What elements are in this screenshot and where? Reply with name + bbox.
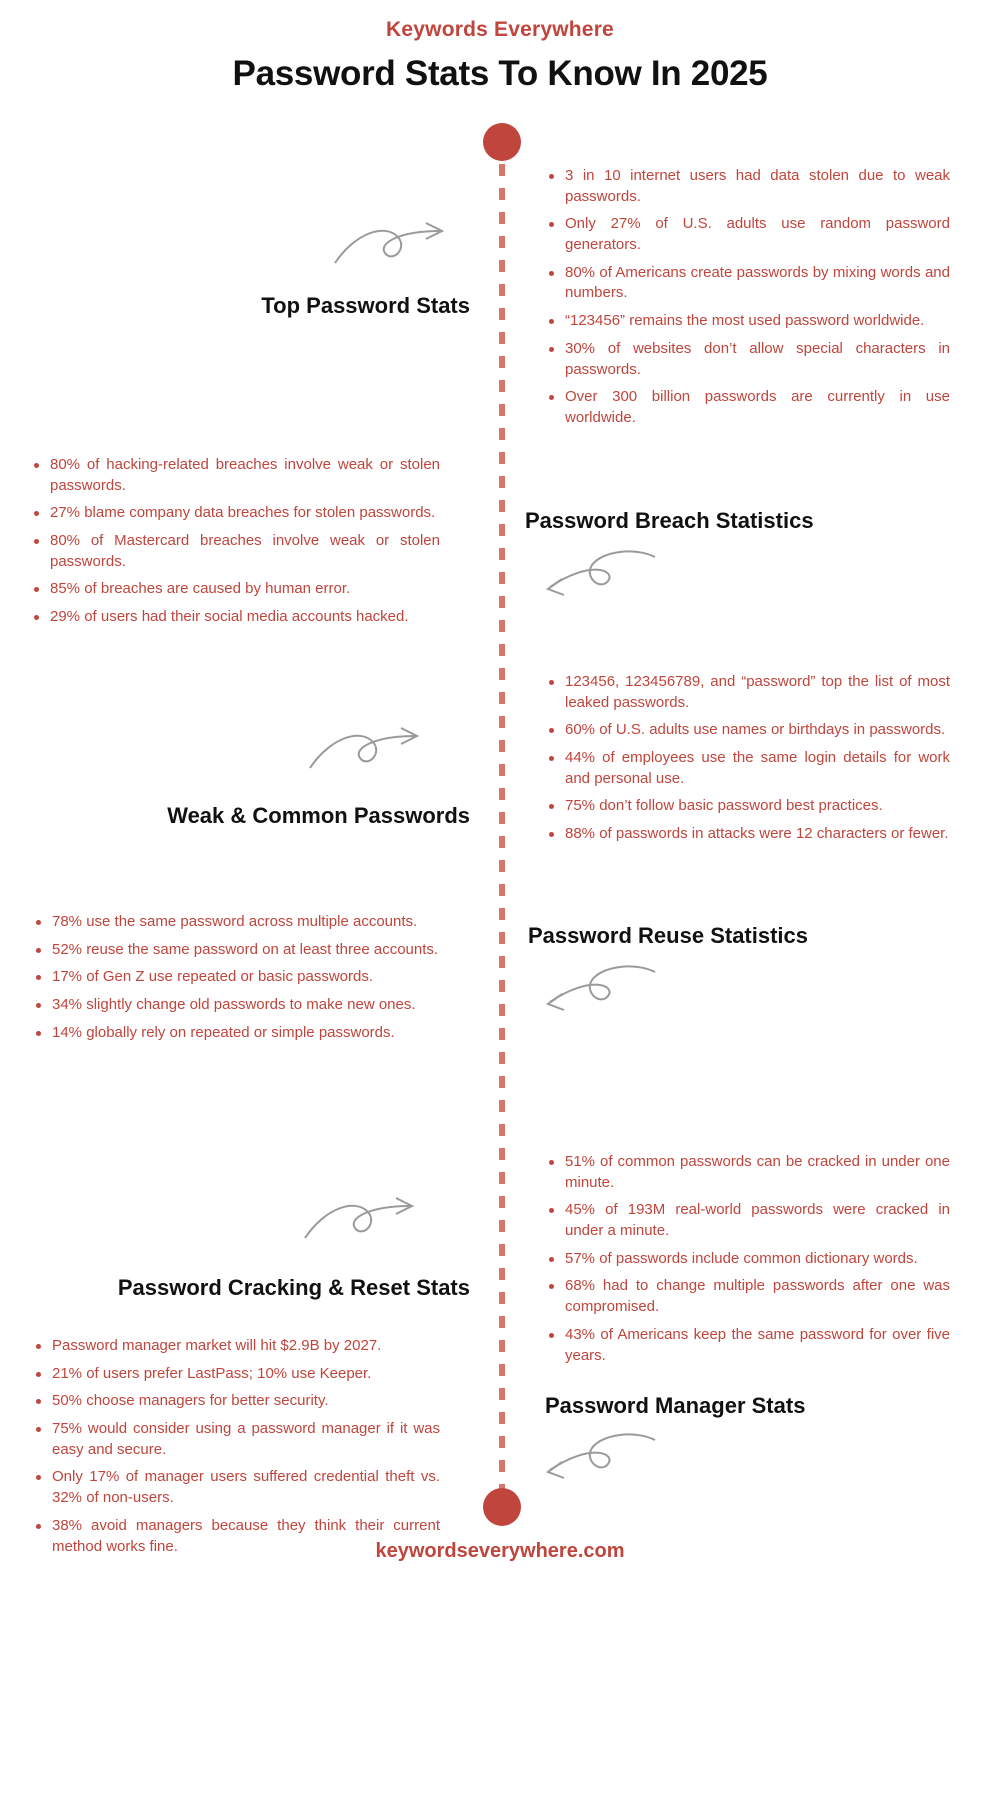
list-item: 50% choose managers for better security. [32,1391,440,1412]
curved-arrow-right-icon [305,720,425,780]
brand-title: Keywords Everywhere [386,18,614,41]
section-heading: Top Password Stats [261,293,470,318]
list-item: 60% of U.S. adults use names or birthdays in passwords. [545,720,950,741]
section-title-password-reuse-statistics [528,920,948,952]
section-heading: Weak & Common Passwords [167,803,470,828]
curved-arrow-left-icon [540,960,660,1020]
list-item: 75% don’t follow basic password best practices. [545,796,950,817]
list-item: 21% of users prefer LastPass; 10% use Keeper. [32,1364,440,1385]
footer-url[interactable]: keywordseverywhere.com [375,1540,625,1562]
list-item: 43% of Americans keep the same password for over five years. [545,1325,950,1366]
list-item: 44% of employees use the same login details for work and personal use. [545,748,950,789]
timeline-dot-bottom [483,1488,521,1526]
list-item: 78% use the same password across multiple accounts. [32,912,440,933]
list-item: 80% of hacking-related breaches involve weak or stolen passwords. [30,455,440,496]
stats-list-weak-common-passwords [545,672,950,852]
section-heading: Password Reuse Statistics [528,923,809,948]
page-title: Password Stats To Know In 2025 [232,54,768,93]
list-item: Password manager market will hit $2.9B by 2027. [32,1336,440,1357]
list-item: 30% of websites don’t allow special characters in passwords. [545,339,950,380]
list-item: 38% avoid managers because they think their current method works fine. [32,1516,440,1557]
list-item: 88% of passwords in attacks were 12 characters or fewer. [545,824,950,845]
list-item: 80% of Mastercard breaches involve weak or stolen passwords. [30,531,440,572]
stats-list-password-cracking-reset-stats [545,1152,950,1373]
stats-list-password-manager-stats [32,1336,440,1564]
section-title-password-breach-statistics [525,505,945,537]
section-title-password-manager-stats [545,1390,965,1422]
curved-arrow-left-icon [540,1428,660,1488]
list-item: Over 300 billion passwords are currently in use worldwide. [545,387,950,428]
list-item: 34% slightly change old passwords to make new ones. [32,995,440,1016]
section-title-top-password-stats [100,290,470,322]
list-item: 3 in 10 internet users had data stolen due to weak passwords. [545,166,950,207]
section-heading: Password Cracking & Reset Stats [117,1275,470,1300]
list-item: 29% of users had their social media accounts hacked. [30,607,440,628]
list-item: Only 17% of manager users suffered credential theft vs. 32% of non-users. [32,1467,440,1508]
list-item: 57% of passwords include common dictionary words. [545,1249,950,1270]
timeline-dot-top [483,123,521,161]
stats-list-password-breach-statistics [30,455,440,635]
list-item: “123456” remains the most used password worldwide. [545,311,950,332]
section-heading: Password Manager Stats [545,1393,806,1418]
stats-list-password-reuse-statistics [32,912,440,1050]
section-heading: Password Breach Statistics [525,508,814,533]
curved-arrow-right-icon [300,1190,420,1250]
timeline-spine [499,140,505,1510]
list-item: 45% of 193M real-world passwords were cracked in under a minute. [545,1200,950,1241]
section-title-password-cracking-reset-stats [70,1272,470,1304]
list-item: 27% blame company data breaches for stolen passwords. [30,503,440,524]
list-item: 75% would consider using a password manager if it was easy and secure. [32,1419,440,1460]
curved-arrow-right-icon [330,215,450,275]
list-item: 85% of breaches are caused by human error. [30,579,440,600]
list-item: 51% of common passwords can be cracked in under one minute. [545,1152,950,1193]
list-item: 14% globally rely on repeated or simple passwords. [32,1023,440,1044]
curved-arrow-left-icon [540,545,660,605]
list-item: 123456, 123456789, and “password” top the list of most leaked passwords. [545,672,950,713]
list-item: 80% of Americans create passwords by mixing words and numbers. [545,263,950,304]
list-item: 17% of Gen Z use repeated or basic passwords. [32,967,440,988]
section-title-weak-common-passwords [60,800,470,832]
list-item: 68% had to change multiple passwords after one was compromised. [545,1276,950,1317]
stats-list-top-password-stats [545,166,950,436]
list-item: 52% reuse the same password on at least three accounts. [32,940,440,961]
list-item: Only 27% of U.S. adults use random password generators. [545,214,950,255]
